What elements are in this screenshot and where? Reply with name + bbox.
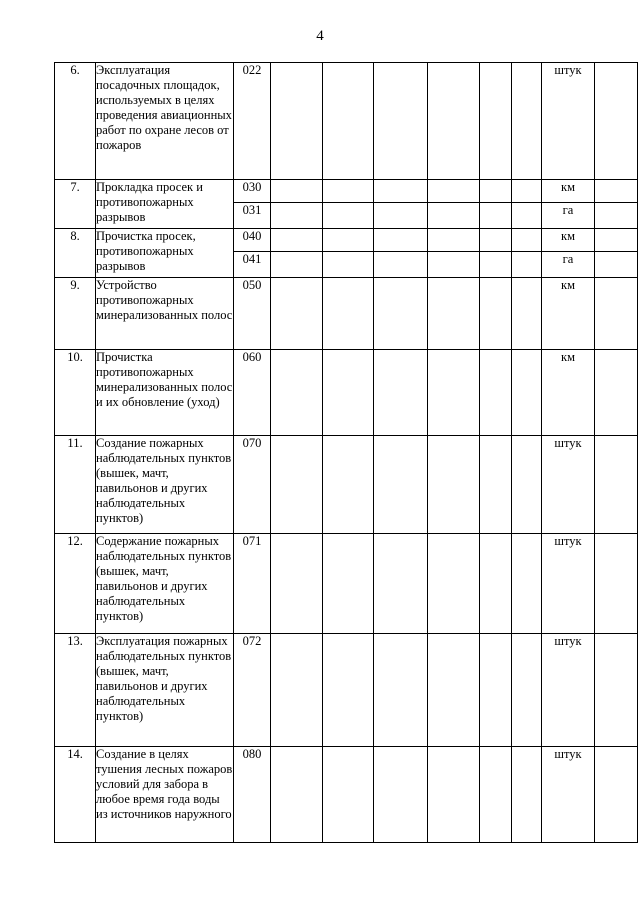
- empty-cell: [480, 350, 512, 436]
- empty-cell: [374, 278, 428, 350]
- empty-cell: [428, 63, 480, 180]
- activity-name: Прочистка противопожарных минерализованных полос и их обновление (уход): [96, 350, 234, 436]
- empty-cell: [480, 229, 512, 252]
- empty-cell: [271, 350, 323, 436]
- unit-cell: штук: [542, 534, 595, 634]
- empty-cell: [271, 278, 323, 350]
- empty-cell: [271, 634, 323, 747]
- line-code: 070: [234, 436, 271, 534]
- table-row: [55, 350, 638, 436]
- empty-cell: [374, 436, 428, 534]
- activity-name: Создание в целях тушения лесных пожаров условий для забора в любое время года воды из источников наружного: [96, 747, 234, 843]
- empty-cell: [480, 278, 512, 350]
- empty-cell: [271, 252, 323, 278]
- empty-cell: [323, 436, 374, 534]
- activity-name: Прочистка просек, противопожарных разрывов: [96, 229, 234, 278]
- empty-cell: [374, 634, 428, 747]
- table-row: [55, 229, 638, 252]
- page-number: 4: [316, 28, 324, 44]
- empty-cell: [374, 534, 428, 634]
- empty-cell: [271, 747, 323, 843]
- empty-cell: [595, 436, 638, 534]
- line-code: 040: [234, 229, 271, 252]
- table-row: [55, 180, 638, 203]
- empty-cell: [271, 534, 323, 634]
- empty-cell: [512, 350, 542, 436]
- unit-cell: штук: [542, 634, 595, 747]
- unit-cell: км: [542, 350, 595, 436]
- empty-cell: [595, 278, 638, 350]
- empty-cell: [271, 436, 323, 534]
- unit-cell: км: [542, 180, 595, 203]
- activity-name: Эксплуатация посадочных площадок, используемых в целях проведения авиационных работ по охране лесов от пожаров: [96, 63, 234, 180]
- line-code: 072: [234, 634, 271, 747]
- empty-cell: [428, 252, 480, 278]
- table-row: [55, 534, 638, 634]
- data-table: [54, 62, 638, 843]
- table-row: [55, 278, 638, 350]
- empty-cell: [428, 534, 480, 634]
- empty-cell: [323, 747, 374, 843]
- activity-name: Эксплуатация пожарных наблюдательных пунктов (вышек, мачт, павильонов и других наблюдательных пунктов): [96, 634, 234, 747]
- table-row: [55, 634, 638, 747]
- empty-cell: [512, 278, 542, 350]
- row-number: 11.: [55, 436, 96, 534]
- empty-cell: [428, 180, 480, 203]
- empty-cell: [512, 747, 542, 843]
- unit-cell: штук: [542, 436, 595, 534]
- row-number: 8.: [55, 229, 96, 278]
- empty-cell: [374, 747, 428, 843]
- empty-cell: [512, 634, 542, 747]
- empty-cell: [428, 747, 480, 843]
- empty-cell: [271, 63, 323, 180]
- empty-cell: [512, 203, 542, 229]
- unit-cell: га: [542, 203, 595, 229]
- empty-cell: [512, 436, 542, 534]
- empty-cell: [480, 180, 512, 203]
- row-number: 10.: [55, 350, 96, 436]
- empty-cell: [323, 180, 374, 203]
- empty-cell: [512, 229, 542, 252]
- empty-cell: [595, 63, 638, 180]
- table-row: [55, 747, 638, 843]
- empty-cell: [480, 63, 512, 180]
- activity-name: Создание пожарных наблюдательных пунктов (вышек, мачт, павильонов и других наблюдательных пунктов): [96, 436, 234, 534]
- empty-cell: [428, 436, 480, 534]
- row-number: 6.: [55, 63, 96, 180]
- row-number: 9.: [55, 278, 96, 350]
- row-number: 7.: [55, 180, 96, 229]
- empty-cell: [480, 203, 512, 229]
- empty-cell: [323, 534, 374, 634]
- empty-cell: [480, 634, 512, 747]
- empty-cell: [428, 229, 480, 252]
- empty-cell: [271, 203, 323, 229]
- empty-cell: [480, 436, 512, 534]
- empty-cell: [595, 203, 638, 229]
- empty-cell: [595, 534, 638, 634]
- activity-name: Прокладка просек и противопожарных разрывов: [96, 180, 234, 229]
- activity-name: Содержание пожарных наблюдательных пунктов (вышек, мачт, павильонов и других наблюдательных пунктов): [96, 534, 234, 634]
- empty-cell: [323, 350, 374, 436]
- unit-cell: га: [542, 252, 595, 278]
- activity-name: Устройство противопожарных минерализованных полос: [96, 278, 234, 350]
- empty-cell: [480, 747, 512, 843]
- empty-cell: [480, 252, 512, 278]
- line-code: 031: [234, 203, 271, 229]
- empty-cell: [323, 252, 374, 278]
- empty-cell: [595, 350, 638, 436]
- empty-cell: [512, 252, 542, 278]
- empty-cell: [512, 534, 542, 634]
- empty-cell: [271, 229, 323, 252]
- empty-cell: [374, 63, 428, 180]
- empty-cell: [374, 203, 428, 229]
- empty-cell: [428, 203, 480, 229]
- empty-cell: [374, 350, 428, 436]
- line-code: 080: [234, 747, 271, 843]
- empty-cell: [374, 229, 428, 252]
- empty-cell: [595, 252, 638, 278]
- empty-cell: [595, 747, 638, 843]
- line-code: 022: [234, 63, 271, 180]
- row-number: 14.: [55, 747, 96, 843]
- empty-cell: [428, 634, 480, 747]
- empty-cell: [323, 278, 374, 350]
- unit-cell: штук: [542, 63, 595, 180]
- empty-cell: [595, 180, 638, 203]
- empty-cell: [595, 229, 638, 252]
- line-code: 050: [234, 278, 271, 350]
- line-code: 030: [234, 180, 271, 203]
- empty-cell: [323, 63, 374, 180]
- empty-cell: [595, 634, 638, 747]
- empty-cell: [374, 180, 428, 203]
- unit-cell: км: [542, 278, 595, 350]
- empty-cell: [271, 180, 323, 203]
- row-number: 12.: [55, 534, 96, 634]
- empty-cell: [428, 350, 480, 436]
- unit-cell: км: [542, 229, 595, 252]
- line-code: 041: [234, 252, 271, 278]
- empty-cell: [512, 63, 542, 180]
- empty-cell: [323, 634, 374, 747]
- empty-cell: [480, 534, 512, 634]
- row-number: 13.: [55, 634, 96, 747]
- empty-cell: [323, 229, 374, 252]
- table-row: [55, 436, 638, 534]
- empty-cell: [428, 278, 480, 350]
- unit-cell: штук: [542, 747, 595, 843]
- line-code: 071: [234, 534, 271, 634]
- table-row: [55, 63, 638, 180]
- empty-cell: [512, 180, 542, 203]
- empty-cell: [323, 203, 374, 229]
- empty-cell: [374, 252, 428, 278]
- line-code: 060: [234, 350, 271, 436]
